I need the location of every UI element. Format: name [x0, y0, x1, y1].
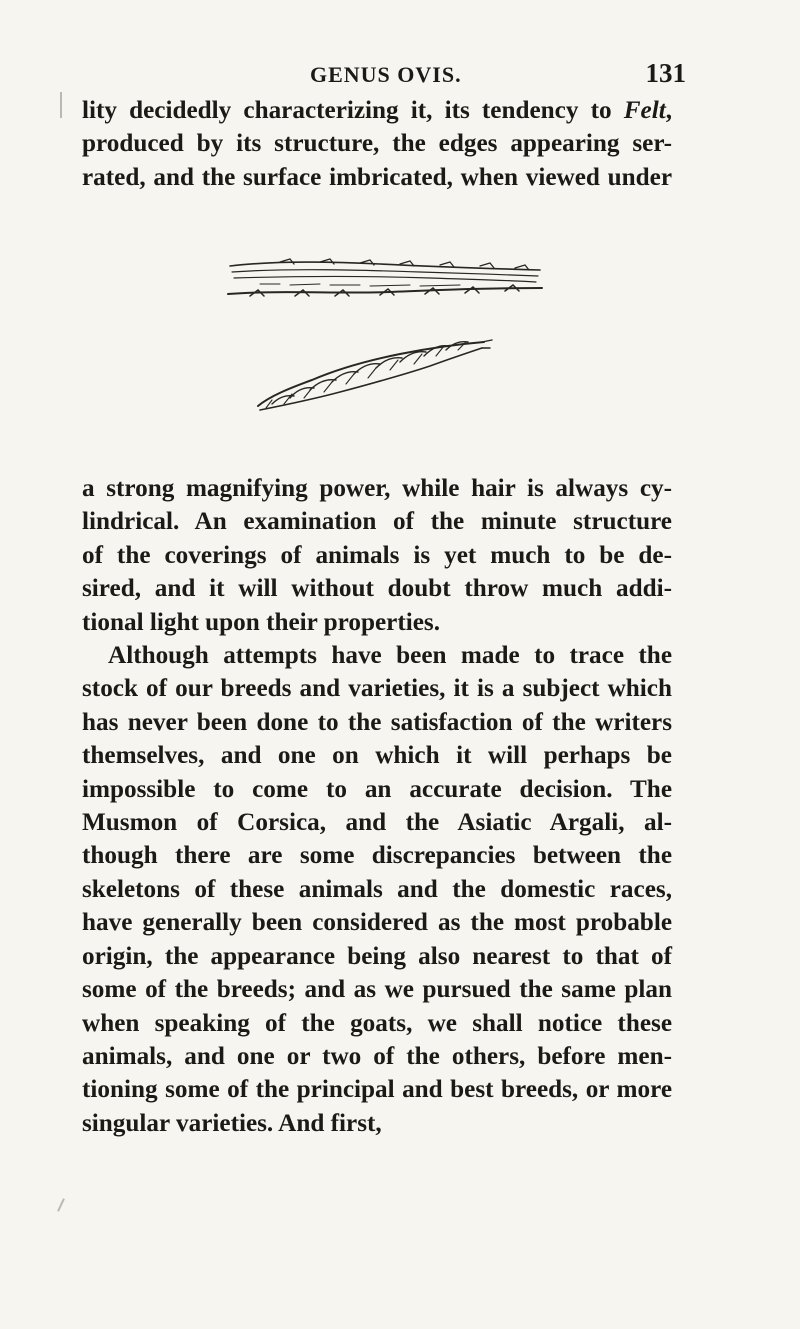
text-line: origin, the appearance being also nearest to that of	[82, 942, 672, 970]
text-line: tional light upon their properties.	[82, 608, 441, 636]
wool-fibre-figure	[220, 258, 560, 458]
text-line: though there are some discrepancies between the	[82, 842, 672, 870]
text-line: sired, and it will without doubt throw much addi-	[82, 575, 672, 603]
page-mark	[57, 1198, 65, 1212]
wool-fibre-icon	[220, 258, 560, 458]
text-line: themselves, and one on which it will perhaps be	[82, 742, 672, 770]
text-line: when speaking of the goats, we shall notice these	[82, 1009, 672, 1037]
text-line	[82, 94, 672, 127]
paragraph-bottom	[82, 472, 672, 1140]
text-line: have generally been considered as the most probable	[82, 909, 672, 937]
text-line: tioning some of the principal and best breeds, or more	[82, 1076, 672, 1104]
text-line: a strong magnifying power, while hair is always cy-	[82, 475, 672, 502]
running-head	[80, 58, 686, 92]
text-line-content: lity decidedly characterizing it, its tendency to Felt,	[82, 97, 672, 124]
text-line: has never been done to the satisfaction of the writers	[82, 708, 672, 736]
text-line: stock of our breeds and varieties, it is a subject which	[82, 675, 672, 703]
text-line: lindrical. An examination of the minute structure	[82, 508, 672, 536]
page-number: 131	[645, 58, 686, 88]
text-line: of the coverings of animals is yet much to be de-	[82, 541, 672, 569]
text-line: rated, and the surface imbricated, when viewed under	[82, 163, 672, 191]
paragraph-top	[82, 94, 672, 194]
text-line: impossible to come to an accurate decision. The	[82, 775, 672, 803]
text-line: singular varieties. And first,	[82, 1109, 382, 1137]
text-line: produced by its structure, the edges appearing ser-	[82, 130, 672, 158]
italic-term: Felt	[623, 97, 666, 124]
text-line: Musmon of Corsica, and the Asiatic Argali, al-	[82, 809, 672, 837]
text-line: Although attempts have been made to trace the	[108, 642, 672, 670]
page-mark	[60, 92, 62, 118]
text-line: skeletons of these animals and the domestic races,	[82, 875, 672, 903]
text-line: animals, and one or two of the others, before men-	[82, 1042, 672, 1070]
text-line: some of the breeds; and as we pursued the same plan	[82, 976, 672, 1004]
running-title: GENUS OVIS.	[310, 62, 462, 87]
